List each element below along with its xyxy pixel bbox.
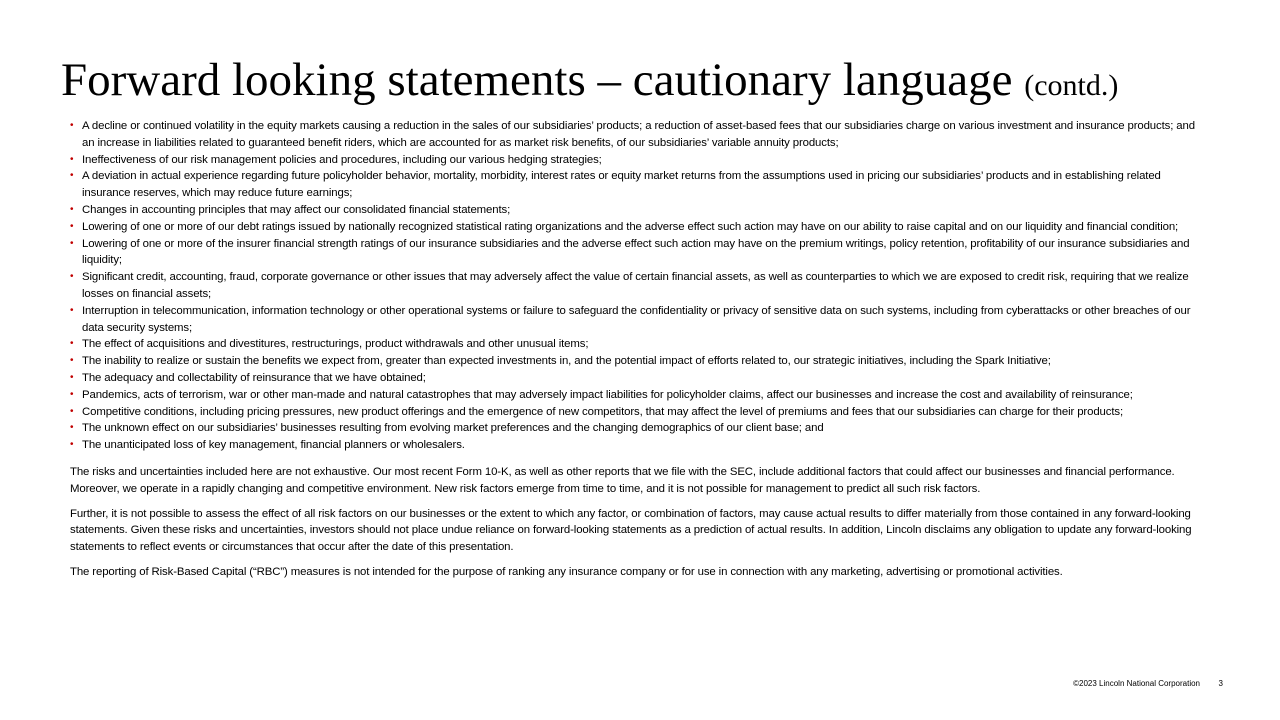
slide-title-suffix: (contd.) — [1024, 69, 1119, 102]
disclaimer-paragraph-assessment: Further, it is not possible to assess the effect of all risk factors on our businesses or the extent to which any factor, or combination of factors, may cause actual results to differ materially from those contained in any forward-looking statements. Given these risks and uncertainties, investors should not place undue reliance on forward-looking statements as a prediction of actual results. In addition, Lincoln disclaims any obligation to update any forward-looking statements to reflect events or circumstances that occur after the date of this presentation. — [70, 507, 1192, 554]
list-item: • Competitive conditions, including pricing pressures, new product offerings and the emergence of new competitors, that may affect the level of premiums and fees that our subsidiaries can charge for their products; — [70, 404, 1202, 421]
list-item: • Interruption in telecommunication, information technology or other operational systems or failure to safeguard the confidentiality or privacy of sensitive data on such systems, including from cyberattacks or other breaches of our data security systems; — [70, 303, 1202, 337]
slide-title — [61, 52, 1231, 114]
list-item: • The unanticipated loss of key management, financial planners or wholesalers. — [70, 437, 1202, 454]
list-item: • The effect of acquisitions and divestitures, restructurings, product withdrawals and other unusual items; — [70, 336, 1202, 353]
list-item: • The adequacy and collectability of reinsurance that we have obtained; — [70, 370, 1202, 387]
copyright-footer: ©2023 Lincoln National Corporation — [1073, 679, 1200, 688]
list-item: • The inability to realize or sustain the benefits we expect from, greater than expected investments in, and the potential impact of efforts related to, our strategic initiatives, including the Spark Initiative; — [70, 353, 1202, 370]
list-item: • Significant credit, accounting, fraud, corporate governance or other issues that may adversely affect the value of certain financial assets, as well as counterparties to which we are exposed to credit risk, requiring that we realize losses on financial assets; — [70, 269, 1202, 303]
risk-factor-list — [70, 118, 1202, 454]
slide-title-main: Forward looking statements – cautionary language — [61, 54, 1013, 106]
list-item: • Pandemics, acts of terrorism, war or other man-made and natural catastrophes that may adversely impact liabilities for policyholder claims, affect our businesses and increase the cost and availability of reinsurance; — [70, 387, 1202, 404]
list-item: • Lowering of one or more of our debt ratings issued by nationally recognized statistical rating organizations and the adverse effect such action may have on our ability to raise capital and on our liquidity and financial condition; — [70, 219, 1202, 236]
disclaimer-paragraph-risks: The risks and uncertainties included here are not exhaustive. Our most recent Form 10-K, as well as other reports that we file with the SEC, include additional factors that could affect our businesses and financial performance. Moreover, we operate in a rapidly changing and competitive environment. New risk factors emerge from time to time, and it is not possible for management to predict all such risk factors. — [70, 465, 1175, 495]
list-item: • A decline or continued volatility in the equity markets causing a reduction in the sales of our subsidiaries’ products; a reduction of asset-based fees that our subsidiaries charge on various investment and insurance products; and an increase in liabilities related to guaranteed benefit riders, which are accounted for as market risk benefits, of our subsidiaries’ variable annuity products; — [70, 118, 1202, 152]
list-item: • Changes in accounting principles that may affect our consolidated financial statements; — [70, 202, 1202, 219]
list-item: • The unknown effect on our subsidiaries’ businesses resulting from evolving market preferences and the changing demographics of our client base; and — [70, 420, 1202, 437]
disclaimer-paragraph-rbc: The reporting of Risk-Based Capital (“RBC”) measures is not intended for the purpose of ranking any insurance company or for use in connection with any marketing, advertising or promotional activities. — [70, 565, 1063, 578]
list-item: • Lowering of one or more of the insurer financial strength ratings of our insurance subsidiaries and the adverse effect such action may have on the premium writings, policy retention, profitability of our insurance subsidiaries and liquidity; — [70, 236, 1202, 270]
slide-body — [70, 118, 1202, 581]
list-item: • Ineffectiveness of our risk management policies and procedures, including our various hedging strategies; — [70, 152, 1202, 169]
list-item: • A deviation in actual experience regarding future policyholder behavior, mortality, morbidity, interest rates or equity market returns from the assumptions used in pricing our subsidiaries’ products and in establishing related insurance reserves, which may reduce future earnings; — [70, 168, 1202, 202]
page-number: 3 — [1218, 679, 1223, 688]
